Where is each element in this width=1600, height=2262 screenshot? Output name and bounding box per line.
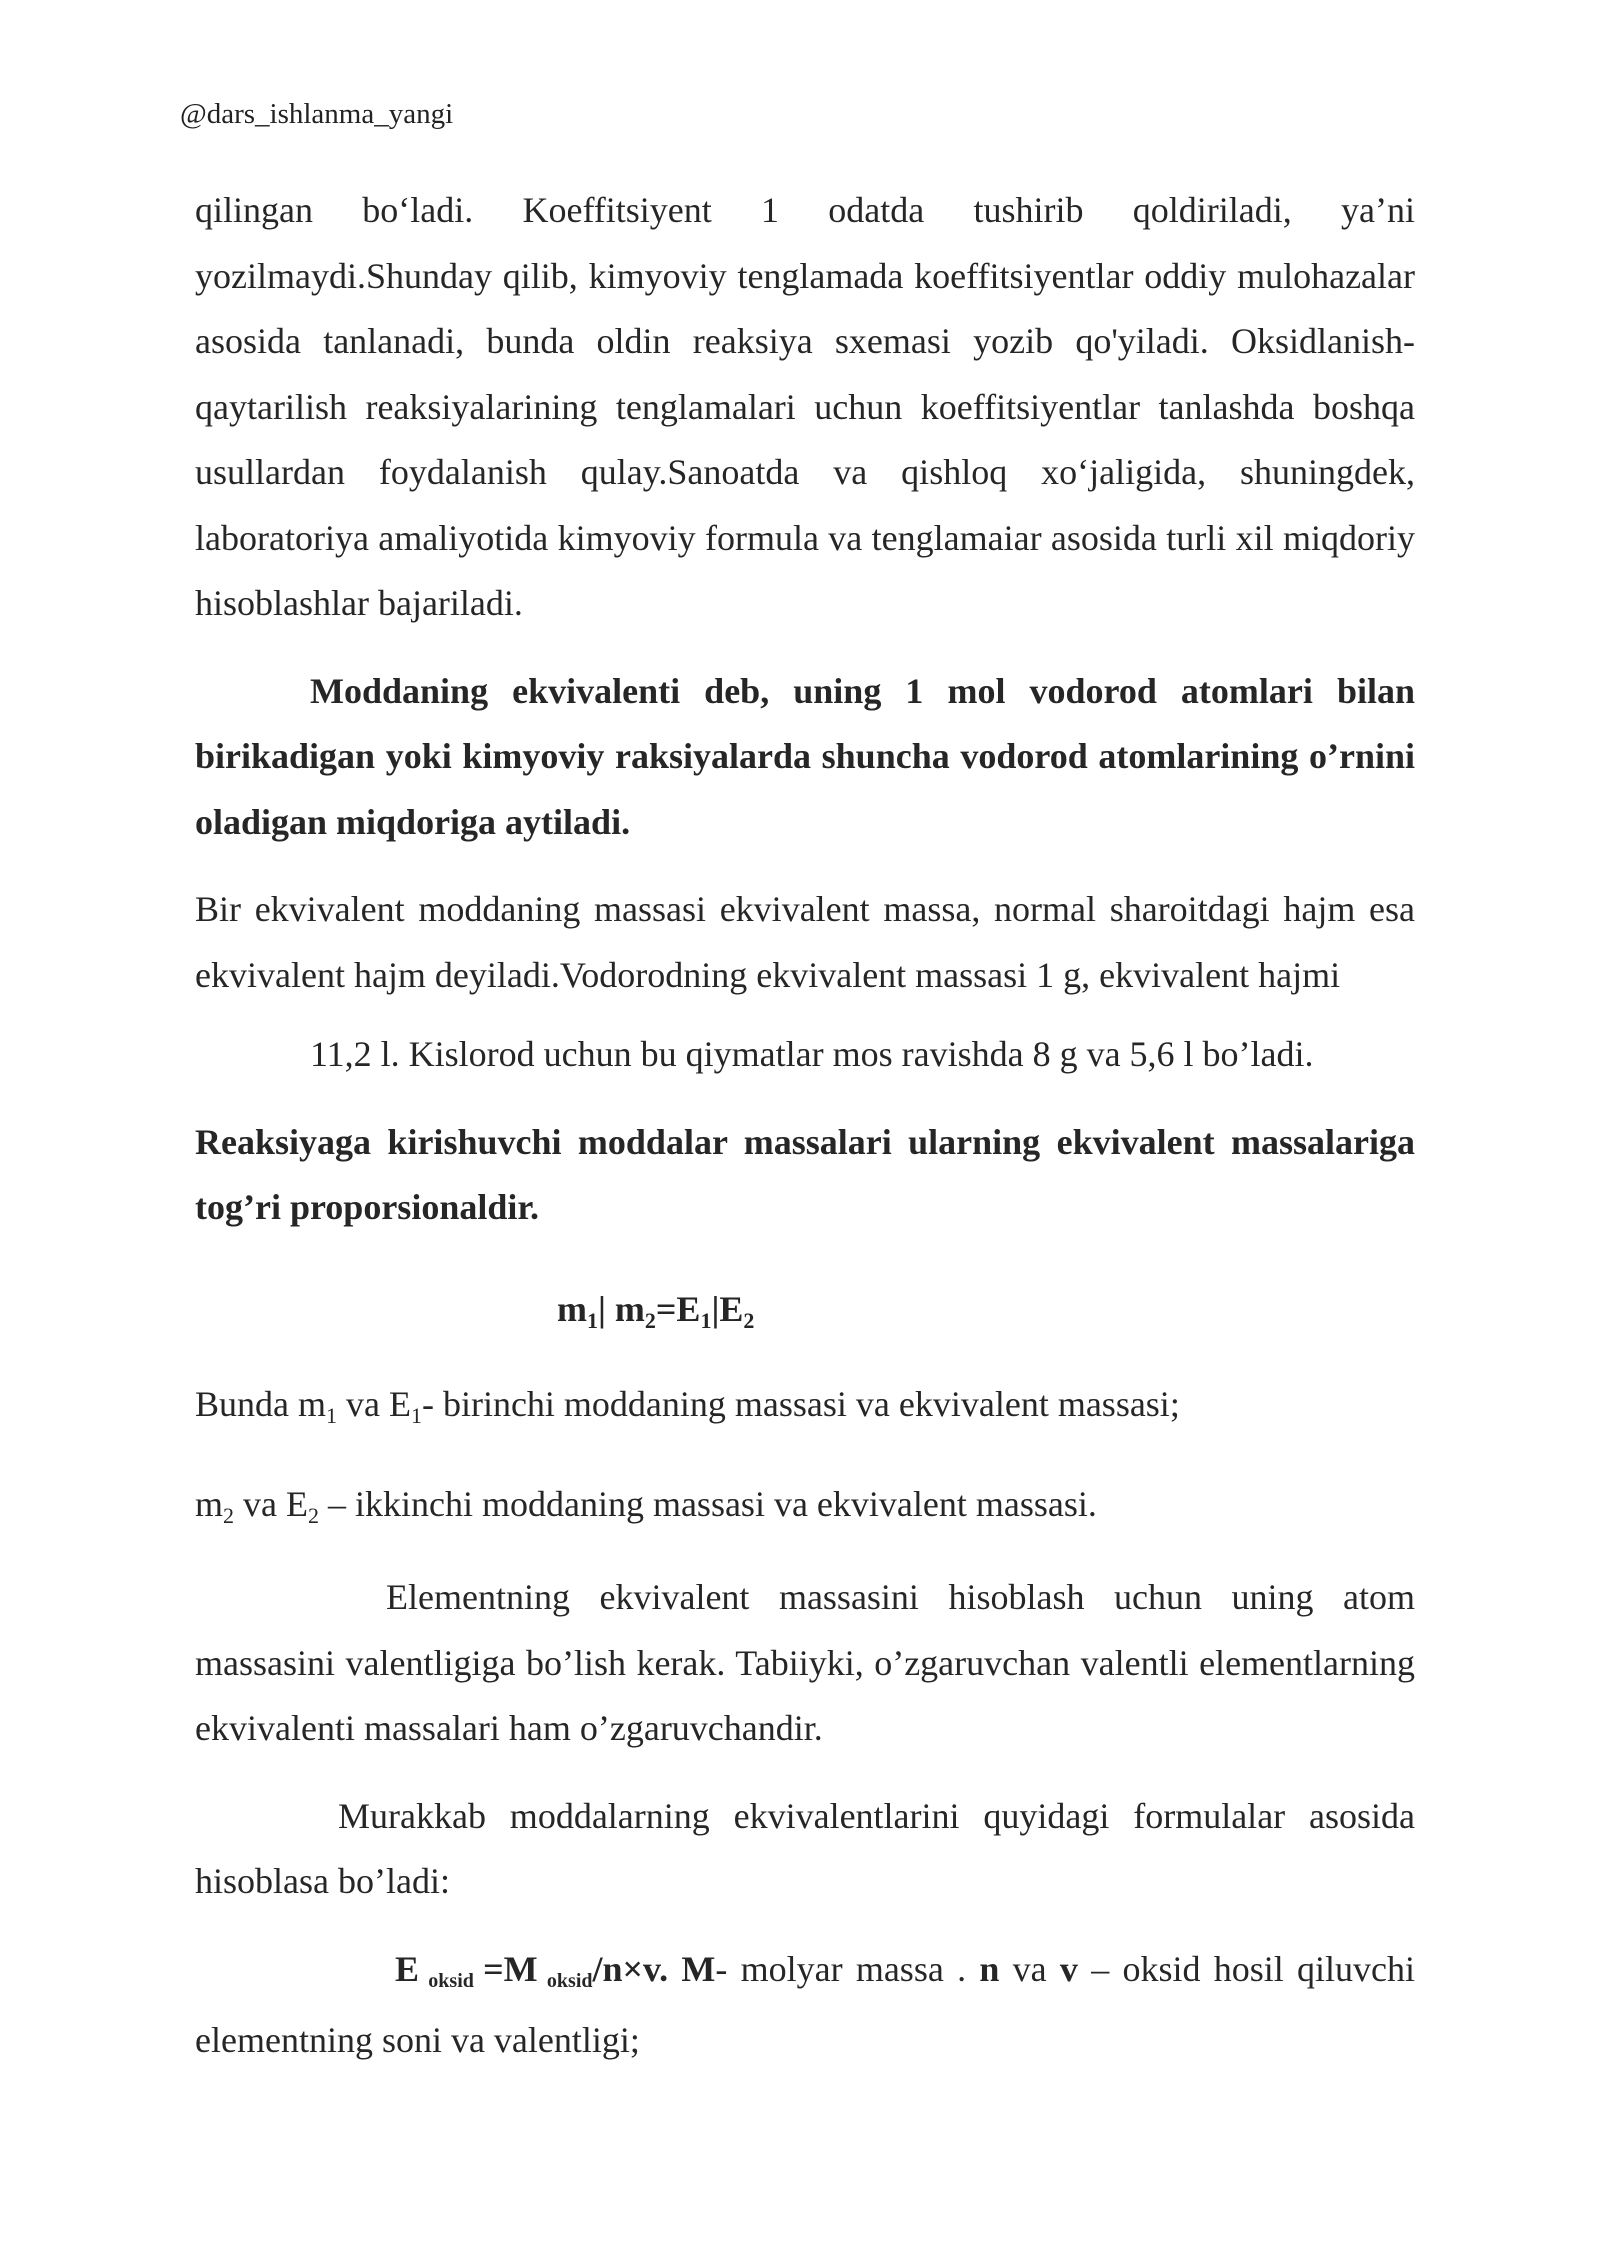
paragraph-oxygen-values: 11,2 l. Kislorod uchun bu qiymatlar mos ravishda 8 g va 5,6 l bo’ladi. xyxy=(310,1034,1314,1074)
document-body xyxy=(195,178,1415,2096)
paragraph-coefficients: qilingan bo‘ladi. Koeffitsiyent 1 odatda tushirib qoldiriladi, ya’ni yozilmaydi.Shunday qilib, kimyoviy tenglamada koeffitsiyentlar oddiy mulohazalar asosida tanlanadi, bunda oldin reaksiya sxemasi yozib qo'yiladi. Oksidlanish-qaytarilish reaksiyalarining tenglamalari uchun koeffitsiyentlar tanlashda boshqa usullardan foydalanish qulay.Sanoatda va qishloq xo‘jaligida, shuningdek, laboratoriya amaliyotida kimyoviy formula va tenglamaiar asosida turli xil miqdoriy hisoblashlar bajariladi. xyxy=(195,190,1415,623)
paragraph-element-equivalent: Elementning ekvivalent massasini hisoblash uchun uning atom massasini valentligiga bo’lish kerak. Tabiiyki, o’zgaruvchan valentli elementlarning ekvivalenti massalari ham o’zgaruvchandir. xyxy=(195,1577,1415,1748)
channel-watermark: @dars_ishlanma_yangi xyxy=(180,98,454,130)
paragraph-equivalent-mass: Bir ekvivalent moddaning massasi ekvivalent massa, normal sharoitdagi hajm esa ekvivalent hajm deyiladi.Vodorodning ekvivalent massasi 1 g, ekvivalent hajmi xyxy=(195,889,1415,995)
paragraph-second-substance: m2 va E2 – ikkinchi moddaning massasi va ekvivalent massasi. xyxy=(195,1483,1097,1528)
paragraph-law-of-equivalents: Reaksiyaga kirishuvchi moddalar massalari ularning ekvivalent massalariga tog’ri proporsionaldir. xyxy=(195,1121,1415,1227)
paragraph-first-substance: Bunda m1 va E1- birinchi moddaning massasi va ekvivalent massasi; xyxy=(195,1384,1180,1428)
paragraph-oxide-formula: E oksid =M oksid/n×v. M- molyar massa . n va v – oksid hosil qiluvchi elementning soni va valentligi; xyxy=(195,1948,1416,2060)
paragraph-complex-substances: Murakkab moddalarning ekvivalentlarini quyidagi formulalar asosida hisoblasa bo’ladi: xyxy=(195,1795,1415,1901)
formula-equivalents-ratio: m1| m2=E1|E2 xyxy=(557,1288,755,1333)
paragraph-equivalent-definition: Moddaning ekvivalenti deb, uning 1 mol vodorod atomlari bilan birikadigan yoki kimyoviy raksiyalarda shuncha vodorod atomlarining o’rnini oladigan miqdoriga aytiladi. xyxy=(195,670,1415,842)
